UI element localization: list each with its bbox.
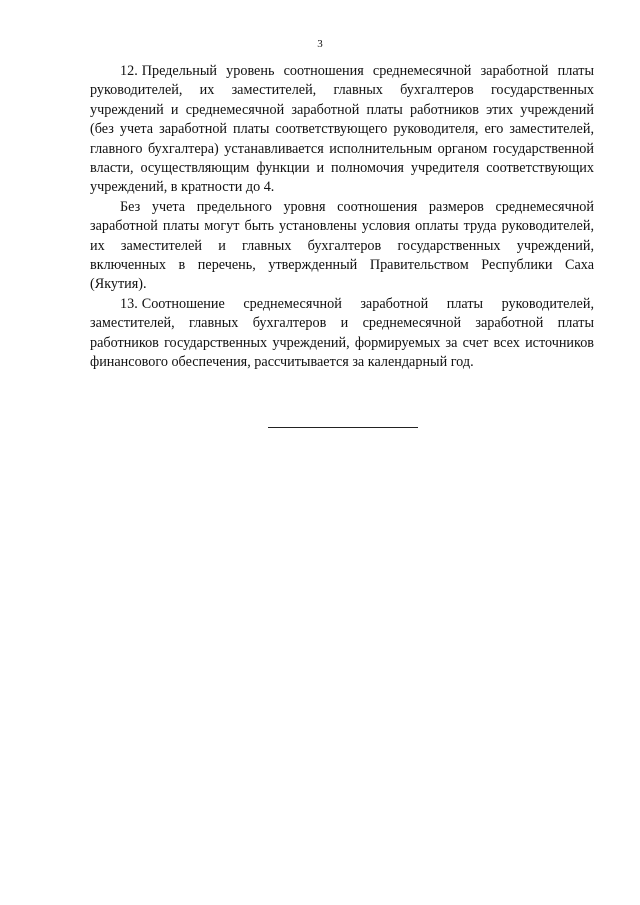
page-number: 3 xyxy=(317,38,323,50)
paragraph-text: Без учета предельного уровня соотношения размеров среднемесячной заработной платы могут быть установлены условия оплаты труда руководителей, их заместителей и главных бухгалтеров государственных учреждений, включенных в перечень, утвержденный Правительством Республики Саха (Якутия). xyxy=(90,198,594,293)
paragraph-text: Предельный уровень соотношения среднемесячной заработной платы руководителей, их заместителей, главных бухгалтеров государственных учреждений и среднемесячной заработной платы работников этих учреждений (без учета заработной платы соответствующего руководителя, его заместителей, главного бухгалтера) устанавливается исполнительным органом государственной власти, осуществляющим функции и полномочия учредителя соответствующих учреждений, в кратности до 4. xyxy=(90,63,594,196)
paragraph-12 xyxy=(90,62,594,198)
paragraph-text: Соотношение среднемесячной заработной платы руководителей, заместителей, главных бухгалтеров и среднемесячной заработной платы работников государственных учреждений, формируемых за счет всех источников финансового обеспечения, рассчитывается за календарный год. xyxy=(90,295,594,371)
paragraph-number: 13. xyxy=(120,295,138,312)
paragraph-number: 12. xyxy=(120,63,138,79)
document-body xyxy=(90,62,594,373)
closing-divider-line xyxy=(268,427,418,428)
paragraph-13 xyxy=(90,295,594,373)
paragraph-12-continuation xyxy=(90,198,594,295)
